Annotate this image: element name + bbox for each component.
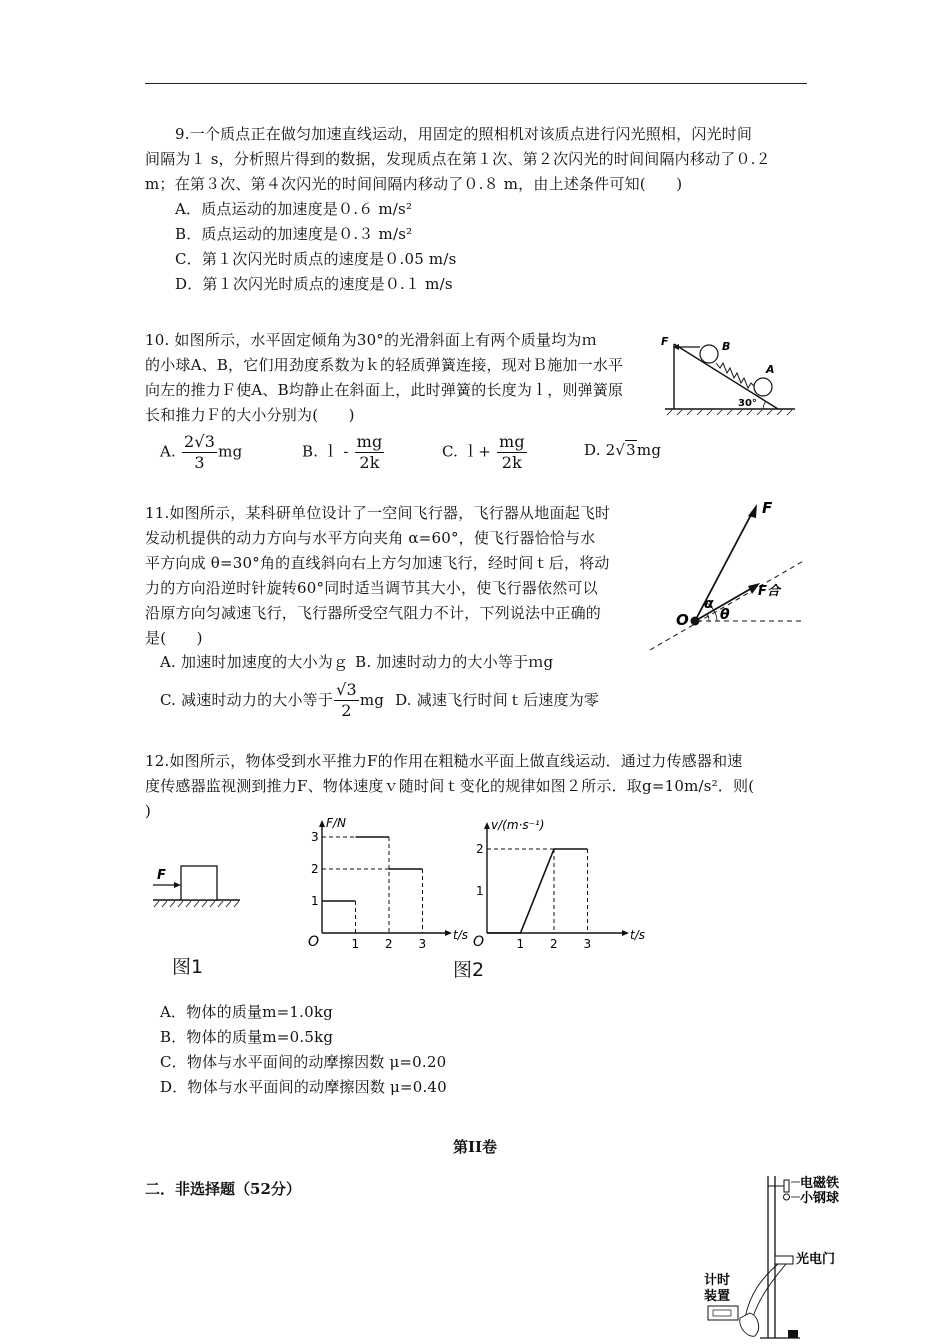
q11-line-5: 沿原方向匀减速飞行，飞行器所受空气阻力不计，下列说法中正确的: [145, 604, 602, 622]
header-rule: [145, 83, 807, 84]
x-axis-arrow: [445, 930, 452, 936]
q11-line-6: 是( ): [145, 629, 203, 647]
label-ball: 小钢球: [800, 1191, 840, 1206]
label-gate: 光电门: [796, 1252, 836, 1267]
q11-line-1: 11.如图所示，某科研单位设计了一空间飞行器，飞行器从地面起飞时: [145, 504, 611, 522]
q10-options: [160, 428, 800, 476]
x-tick-label: 2: [550, 937, 558, 950]
question-11: [145, 501, 655, 651]
q10-line-3: 向左的推力Ｆ使A、B均静止在斜面上，此时弹簧的长度为ｌ，则弹簧原: [145, 381, 624, 399]
label-f: F: [762, 499, 773, 517]
q12-line-3: ): [145, 802, 152, 820]
incline-figure: [660, 330, 800, 415]
q11-option-c-fraction: $\frac{√3}{2}$: [336, 680, 357, 720]
q11-option-b: B. 加速时动力的大小等于ｍg: [355, 653, 554, 671]
spring: [716, 363, 754, 388]
fig2-caption: 图2: [453, 959, 485, 981]
y-tick-label: 2: [311, 862, 319, 876]
origin-label: O: [473, 934, 485, 950]
y-axis-label: F/N: [326, 816, 346, 830]
x-tick-label: 1: [351, 937, 360, 950]
q11-option-d: D. 减速飞行时间ｔ后速度为零: [395, 690, 600, 709]
y-axis-arrow: [484, 822, 490, 829]
y-axis-label: v/(m·s⁻¹): [491, 818, 545, 832]
fig1-caption: 图1: [172, 956, 204, 978]
x-tick-label: 2: [385, 937, 393, 950]
label-b: B: [722, 340, 731, 353]
q10-option-b-fraction: $\frac{mg}{2k}$: [356, 432, 383, 472]
q10-option-b: B. ｌ - $\frac{mg}{2k}$: [302, 432, 383, 472]
label-fhe: F合: [758, 584, 780, 599]
part-2-title: 第II卷: [452, 1138, 498, 1156]
force-figure: [640, 495, 820, 655]
q12-option-d: D．物体与水平面间的动摩擦因数 μ=0.40: [160, 1078, 447, 1096]
ball-a: [754, 378, 772, 396]
q10-line-1: 10. 如图所示，水平固定倾角为30°的光滑斜面上有两个质量均为ｍ: [145, 331, 597, 349]
y-tick-label: 3: [311, 830, 319, 844]
q10-option-a-fraction: $\frac{2√3}{3}$: [183, 432, 216, 472]
q11-option-a: A. 加速时加速度的大小为ｇ: [160, 653, 349, 671]
velocity-line: [487, 849, 588, 933]
label-f: F: [661, 335, 669, 348]
q12-option-b: B．物体的质量m=0.5kg: [160, 1028, 334, 1046]
velocity-time-chart: [467, 815, 647, 950]
q11-line-2: 发动机提供的动力方向与水平方向夹角 α=60°，使飞行器恰恰与水: [145, 529, 596, 547]
label-theta: θ: [720, 607, 730, 623]
q10-option-c-fraction: $\frac{mg}{2k}$: [499, 432, 525, 472]
x-axis-label: t/s: [453, 928, 468, 942]
origin-label: O: [308, 934, 320, 950]
x-tick-label: 1: [516, 937, 525, 950]
q11-options: [160, 650, 660, 726]
label-magnet: 电磁铁: [800, 1176, 840, 1191]
q9-line-3: m；在第３次、第４次闪光的时间间隔内移动了０.８ m，由上述条件可知( ): [145, 175, 683, 193]
label-timer-2: 装置: [704, 1289, 731, 1304]
label-f: F: [157, 868, 166, 883]
label-a: A: [766, 363, 775, 376]
label-timer-1: 计时: [704, 1273, 731, 1288]
force-time-chart: [295, 815, 470, 950]
y-tick-label: 2: [476, 842, 484, 856]
q10-line-4: 长和推力Ｆ的大小分别为( ): [145, 406, 355, 424]
question-9: [145, 122, 815, 297]
ball-b: [700, 345, 718, 363]
q11-line-4: 力的方向沿逆时针旋转60°同时适当调节其大小，使飞行器依然可以: [145, 579, 598, 597]
label-o: O: [676, 611, 689, 629]
q12-options: [160, 1000, 660, 1100]
apparatus-figure: [700, 1168, 850, 1344]
q9-option-d: D．第１次闪光时质点的速度是０.１ m/s: [175, 275, 453, 293]
q10-option-d: D. 2√3mg: [584, 438, 661, 463]
q12-line-2: 度传感器监视测到推力F、物体速度ｖ随时间ｔ变化的规律如图２所示．取g=10m/s²．则(: [145, 777, 755, 795]
block: [181, 866, 217, 900]
sqrt-symbol: √3: [615, 441, 636, 459]
block-figure: [145, 860, 245, 915]
question-10: [145, 328, 665, 428]
q11-option-c: C. 减速时动力的大小等于 $\frac{√3}{2}$ mg: [160, 680, 385, 720]
q9-option-a: A．质点运动的加速度是０.６ m/s²: [175, 200, 413, 218]
q9-line-1: 9.一个质点正在做匀加速直线运动，用固定的照相机对该质点进行闪光照相，闪光时间: [175, 125, 753, 143]
y-axis-arrow: [319, 820, 325, 827]
y-tick-label: 1: [311, 894, 319, 908]
x-axis-arrow: [622, 930, 629, 936]
q9-option-b: B．质点运动的加速度是０.３ m/s²: [175, 225, 413, 243]
x-axis-label: t/s: [630, 928, 645, 942]
q10-option-c: C. ｌ+ $\frac{mg}{2k}$: [442, 432, 525, 472]
y-tick-label: 1: [476, 884, 484, 898]
label-angle: 30°: [738, 398, 757, 409]
q10-line-2: 的小球A、B，它们用劲度系数为ｋ的轻质弹簧连接，现对Ｂ施加一水平: [145, 356, 624, 374]
label-alpha: α: [704, 596, 714, 612]
section-heading: 二．非选择题（52分）: [145, 1180, 301, 1198]
q11-line-3: 平方向成 θ=30°角的直线斜向右上方匀加速飞行，经时间ｔ后，将动: [145, 554, 610, 572]
q10-option-a: A. $\frac{2√3}{3}$ mg: [160, 432, 243, 472]
q12-option-a: A．物体的质量m=1.0kg: [160, 1003, 333, 1021]
q12-option-c: C．物体与水平面间的动摩擦因数 μ=0.20: [160, 1053, 447, 1071]
q12-line-1: 12.如图所示，物体受到水平推力F的作用在粗糙水平面上做直线运动．通过力传感器和速: [145, 752, 743, 770]
x-tick-label: 3: [583, 937, 592, 950]
q9-line-2: 间隔为１ s，分析照片得到的数据，发现质点在第１次、第２次闪光的时间间隔内移动了０.２: [145, 150, 771, 168]
question-12: [145, 749, 815, 824]
x-tick-label: 3: [418, 937, 427, 950]
q9-option-c: C．第１次闪光时质点的速度是０.05 m/s: [175, 250, 457, 268]
